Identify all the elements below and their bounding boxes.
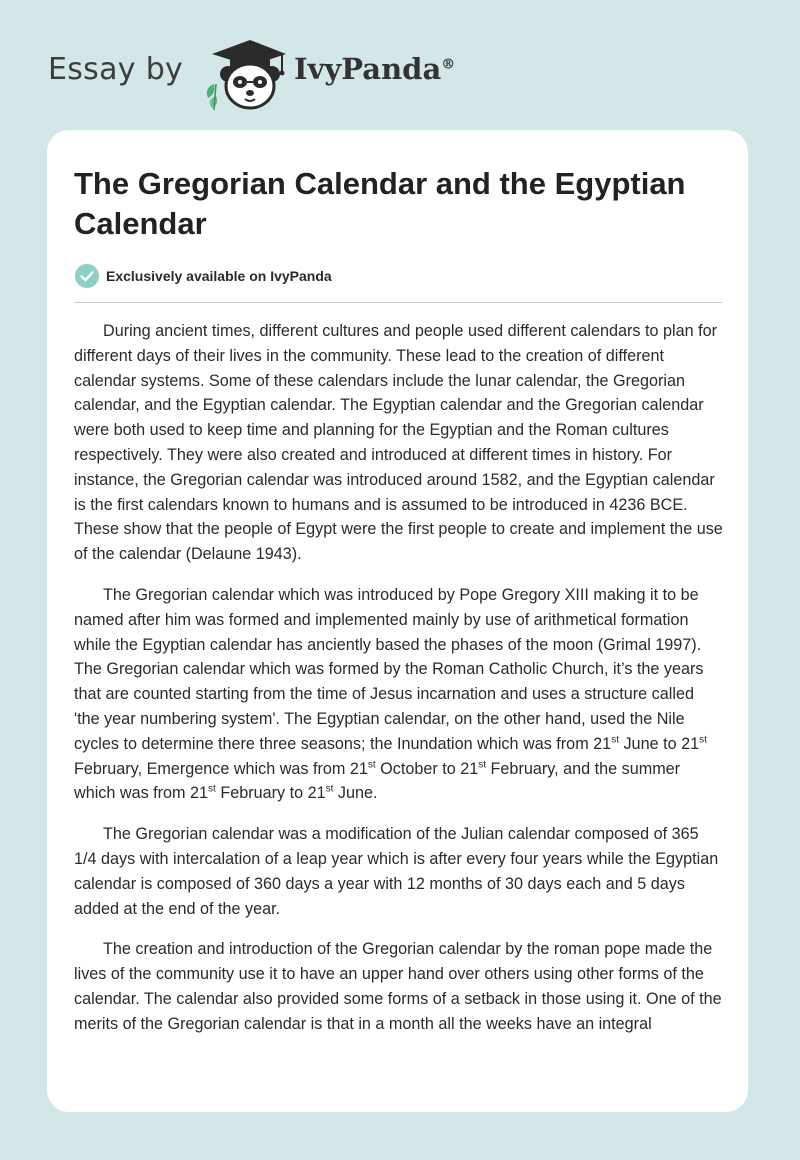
essay-title: The Gregorian Calendar and the Egyptian Calendar (74, 166, 686, 241)
paragraph-3: The Gregorian calendar was a modification of the Julian calendar composed of 365 1/4 days with intercalation of a leap year which is after every four years while the Egyptian calendar is composed of 360 days a year with 12 months of 30 days each and 5 days added at the end of the year. (74, 825, 719, 918)
paragraph-1: During ancient times, different cultures and people used different calendars to plan for different days of their lives in the community. These lead to the creation of different calendar systems. Some of these calendars include the lunar calendar, the Gregorian calendar, and the Egyptian calendar. The Egyptian calendar and the Gregorian calendar were both used to keep time and planning for the Egyptian and the Roman cultures respectively. They were also created and introduced at different times in history. For instance, the Gregorian calendar was introduced around 1582, and the Egyptian calendar is the first calendars known to humans and is assumed to be introduced in 4236 BCE. These show that the people of Egypt were the first people to create and implement the use of the calendar (Delaune 1943). (74, 322, 723, 564)
site-header (48, 36, 508, 112)
exclusive-badge (74, 263, 332, 289)
brand-prefix: Essay by (48, 52, 184, 87)
paragraph-2: The Gregorian calendar which was introduced by Pope Gregory XIII making it to be named after him was formed and implemented mainly by use of arithmetical formation while the Egyptian calendar has anciently based the phases of the moon (Grimal 1997). The Gregorian calendar which was formed by the Roman Catholic Church, it’s the years that are counted starting from the time of Jesus incarnation and uses a structure called 'the year numbering system'. The Egyptian calendar, on the other hand, used the Nile cycles to determine there three seasons; the Inundation which was from 21st June to 21st February, Emergence which was from 21st October to 21st February, and the summer which was from 21st February to 21st June. (74, 585, 707, 803)
exclusive-badge-label: Exclusively available on IvyPanda (106, 268, 332, 284)
divider (74, 302, 722, 303)
panda-logo-icon[interactable] (202, 36, 288, 112)
check-circle-icon (74, 263, 100, 289)
paragraph-4: The creation and introduction of the Gregorian calendar by the roman pope made the lives of the community use it to have an upper hand over others using other forms of the calendar. The calendar also provided some forms of a setback in those using it. One of the merits of the Gregorian calendar is that in a month all the weeks have an integral (74, 940, 722, 1033)
essay-body (74, 319, 724, 1053)
essay-card (47, 130, 748, 1112)
brand-name: IvyPanda® (294, 52, 456, 86)
